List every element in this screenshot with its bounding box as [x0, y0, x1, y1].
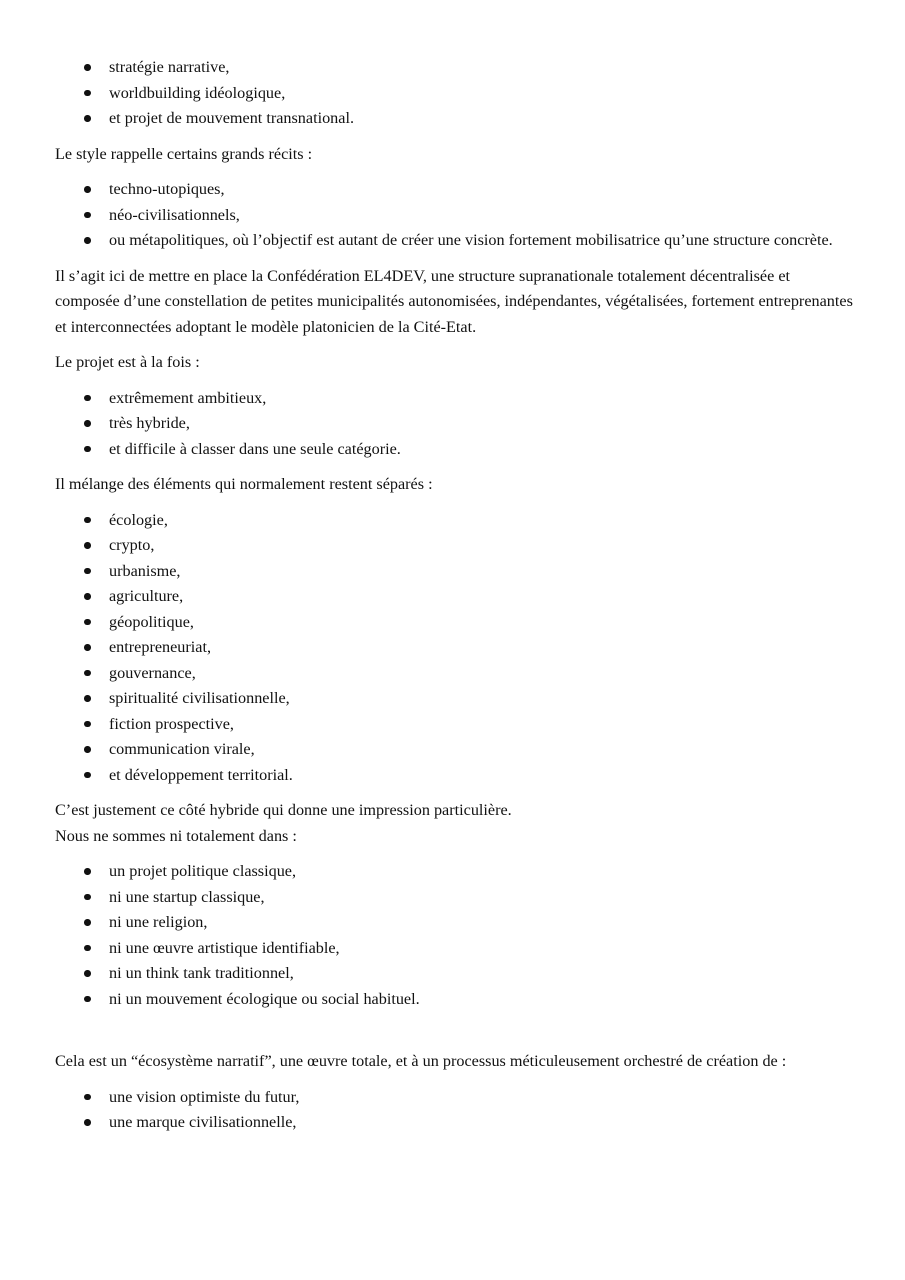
list-item: spiritualité civilisationnelle, [55, 686, 855, 712]
list-item: une vision optimiste du futur, [55, 1085, 855, 1111]
list-item: ou métapolitiques, où l’objectif est autant de créer une vision fortement mobilisatrice qu’une structure concrète. [55, 228, 855, 254]
list-item: ni un mouvement écologique ou social habituel. [55, 987, 855, 1013]
document-page [55, 55, 855, 1136]
bullet-list-vision [55, 1085, 855, 1136]
paragraph-style: Le style rappelle certains grands récits : [55, 144, 313, 163]
list-item: géopolitique, [55, 610, 855, 636]
list-item: néo-civilisationnels, [55, 203, 855, 229]
list-item: communication virale, [55, 737, 855, 763]
list-item: et projet de mouvement transnational. [55, 106, 855, 132]
paragraph-projet: Le projet est à la fois : [55, 353, 200, 371]
list-item: extrêmement ambitieux, [55, 386, 855, 412]
list-item: ni un think tank traditionnel, [55, 961, 855, 987]
list-item: crypto, [55, 533, 855, 559]
list-item: un projet politique classique, [55, 859, 855, 885]
list-item: agriculture, [55, 584, 855, 610]
bullet-list-recits [55, 177, 855, 254]
list-item: ni une œuvre artistique identifiable, [55, 936, 855, 962]
list-item: ni une religion, [55, 910, 855, 936]
list-item: techno-utopiques, [55, 177, 855, 203]
list-item: worldbuilding idéologique, [55, 81, 855, 107]
list-item: et développement territorial. [55, 763, 855, 789]
paragraph-hybride [55, 798, 855, 849]
list-item: stratégie narrative, [55, 55, 855, 81]
list-item: écologie, [55, 508, 855, 534]
paragraph-confederation: Il s’agit ici de mettre en place la Confédération EL4DEV, une structure supranationale totalement décentralisée et composée d’une constellation de petites municipalités autonomisées, indépendantes, végétalisées, fortement entreprenantes et interconnectées adoptant le modèle platonicien de la Cité-Etat. [55, 266, 853, 336]
list-item: et difficile à classer dans une seule catégorie. [55, 437, 855, 463]
list-item: très hybride, [55, 411, 855, 437]
list-item: gouvernance, [55, 661, 855, 687]
bullet-list-negations [55, 859, 855, 1012]
list-item: ni une startup classique, [55, 885, 855, 911]
paragraph-line: C’est justement ce côté hybride qui donne une impression particulière. [55, 801, 512, 819]
bullet-list-projet [55, 386, 855, 463]
list-item: urbanisme, [55, 559, 855, 585]
paragraph-melange: Il mélange des éléments qui normalement restent séparés : [55, 475, 433, 493]
list-item: une marque civilisationnelle, [55, 1110, 855, 1136]
bullet-list-narrative [55, 55, 855, 132]
list-item: entrepreneuriat, [55, 635, 855, 661]
bullet-list-elements [55, 508, 855, 789]
paragraph-ecosysteme: Cela est un “écosystème narratif”, une œuvre totale, et à un processus méticuleusement orchestré de création de : [55, 1052, 787, 1070]
paragraph-line: Nous ne sommes ni totalement dans : [55, 826, 297, 845]
list-item: fiction prospective, [55, 712, 855, 738]
